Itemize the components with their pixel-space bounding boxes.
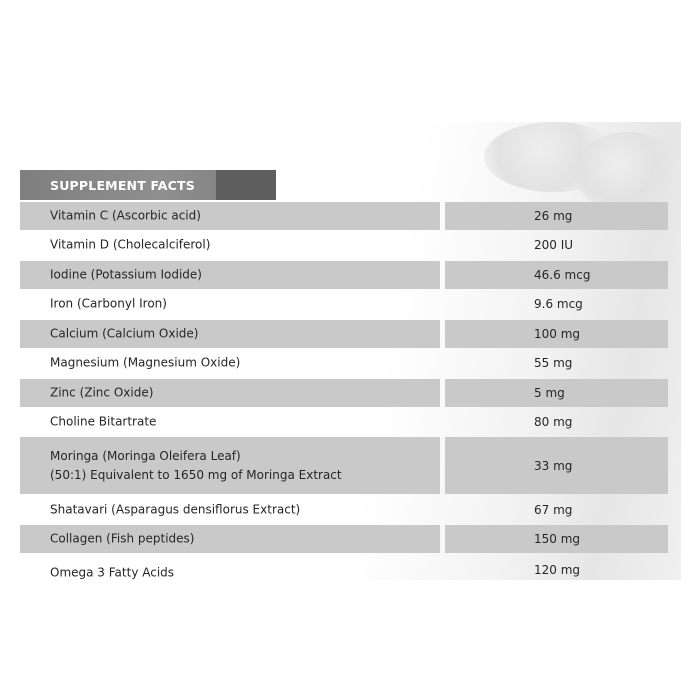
amount-cell: [445, 554, 668, 586]
table-row: [20, 261, 668, 289]
nutrient-amount: 9.6 mcg: [534, 297, 583, 311]
supplement-facts-header: [20, 170, 276, 200]
table-row: [20, 525, 668, 553]
nutrient-name: Iodine (Potassium Iodide): [50, 267, 202, 282]
table-row: [20, 408, 668, 436]
nutrient-cell: [20, 261, 440, 289]
nutrient-amount: 150 mg: [534, 532, 581, 546]
nutrient-amount: 33 mg: [534, 458, 573, 473]
nutrient-amount: 120 mg: [534, 563, 581, 577]
amount-cell: [445, 379, 668, 407]
nutrient-cell: [20, 202, 440, 230]
nutrient-cell: [20, 496, 440, 524]
table-row: [20, 202, 668, 230]
nutrient-amount: 200 IU: [534, 238, 574, 252]
nutrient-name: Magnesium (Magnesium Oxide): [50, 355, 241, 370]
nutrient-cell: [20, 525, 440, 553]
table-row: [20, 320, 668, 348]
nutrient-amount: 67 mg: [534, 503, 573, 517]
nutrient-name: Calcium (Calcium Oxide): [50, 326, 199, 341]
nutrient-name: [50, 447, 342, 485]
amount-cell: [445, 437, 668, 494]
nutrient-name: Iron (Carbonyl Iron): [50, 296, 167, 311]
nutrient-cell: [20, 437, 440, 494]
nutrient-name-line: (50:1) Equivalent to 1650 mg of Moringa Extract: [50, 467, 342, 482]
nutrient-name: Choline Bitartrate: [50, 414, 157, 429]
table-row: [20, 554, 668, 586]
nutrient-amount: 46.6 mcg: [534, 268, 591, 282]
nutrient-cell: [20, 231, 440, 259]
amount-cell: [445, 290, 668, 318]
nutrient-amount: 100 mg: [534, 327, 581, 341]
cloud-background: [574, 132, 684, 212]
nutrient-name: Vitamin C (Ascorbic acid): [50, 208, 201, 223]
table-row: [20, 231, 668, 259]
table-row: [20, 379, 668, 407]
amount-cell: [445, 349, 668, 377]
amount-cell: [445, 202, 668, 230]
nutrient-amount: 26 mg: [534, 209, 573, 223]
amount-cell: [445, 408, 668, 436]
nutrient-name: Collagen (Fish peptides): [50, 531, 195, 546]
nutrient-name: Vitamin D (Cholecalciferol): [50, 237, 211, 252]
nutrient-cell: [20, 290, 440, 318]
nutrient-cell: [20, 349, 440, 377]
amount-cell: [445, 496, 668, 524]
nutrient-cell: [20, 408, 440, 436]
nutrient-cell: [20, 379, 440, 407]
nutrient-cell: [20, 320, 440, 348]
table-row: [20, 496, 668, 524]
nutrient-name-line: Moringa (Moringa Oleifera Leaf): [50, 448, 241, 463]
nutrient-amount: 55 mg: [534, 356, 573, 370]
header-accent-block: [216, 170, 276, 200]
nutrient-name: Omega 3 Fatty Acids: [50, 565, 175, 580]
nutrient-amount: 80 mg: [534, 415, 573, 429]
table-row: [20, 290, 668, 318]
table-row: [20, 349, 668, 377]
amount-cell: [445, 231, 668, 259]
nutrient-amount: 5 mg: [534, 386, 565, 400]
nutrient-cell: [20, 554, 440, 586]
header-title: SUPPLEMENT FACTS: [50, 178, 195, 193]
nutrient-name: Zinc (Zinc Oxide): [50, 385, 154, 400]
amount-cell: [445, 525, 668, 553]
nutrient-name: Shatavari (Asparagus densiflorus Extract): [50, 502, 301, 517]
amount-cell: [445, 261, 668, 289]
amount-cell: [445, 320, 668, 348]
table-row: [20, 437, 668, 494]
